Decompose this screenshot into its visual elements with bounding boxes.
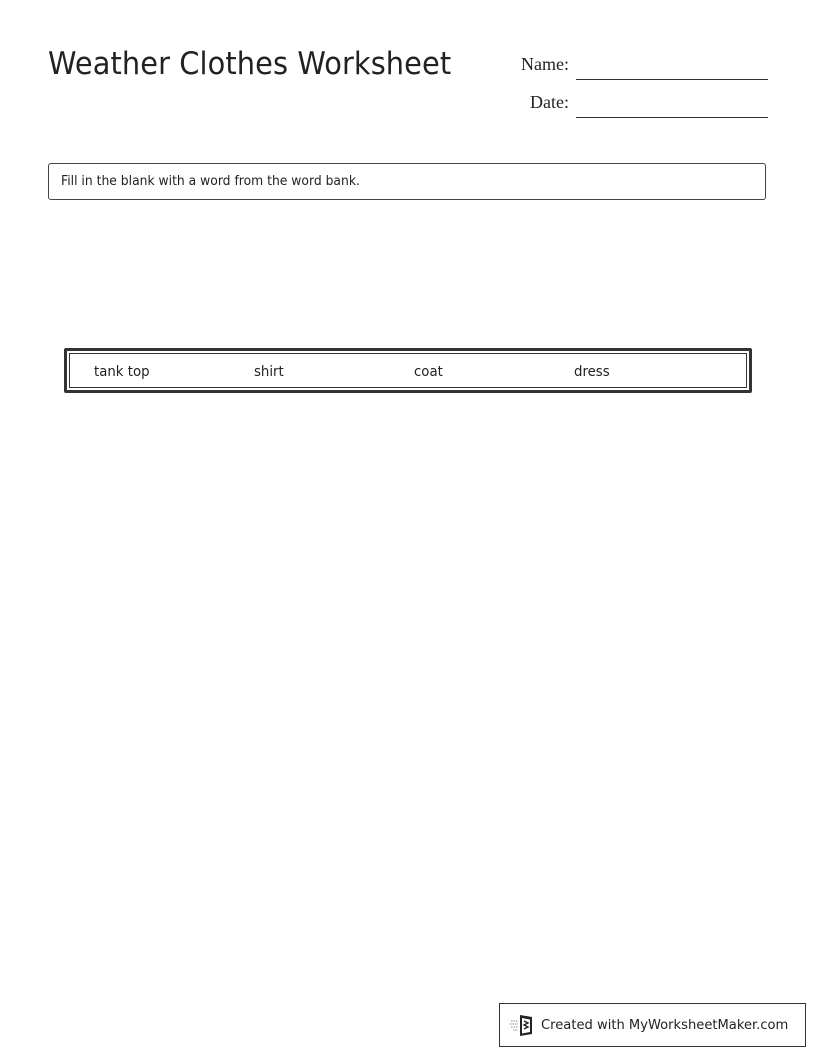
instructions-box [48, 163, 766, 200]
word-bank [64, 348, 752, 393]
name-blank-line[interactable] [576, 79, 768, 80]
word-bank-item: tank top [94, 364, 150, 380]
worksheet-maker-logo-icon [510, 1013, 536, 1037]
footer-badge[interactable] [499, 1003, 806, 1047]
name-label: Name: [521, 54, 569, 74]
word-bank-item: coat [414, 364, 443, 380]
word-bank-item: dress [574, 364, 610, 380]
date-blank-line[interactable] [576, 117, 768, 118]
instructions-text: Fill in the blank with a word from the word bank. [61, 174, 360, 189]
name-field [509, 54, 768, 74]
footer-credit-text: Created with MyWorksheetMaker.com [541, 1017, 789, 1033]
word-bank-item: shirt [254, 364, 284, 380]
word-bank-inner-border [69, 353, 747, 388]
date-label: Date: [530, 92, 569, 112]
page-title: Weather Clothes Worksheet [48, 46, 452, 82]
date-field [509, 92, 768, 112]
